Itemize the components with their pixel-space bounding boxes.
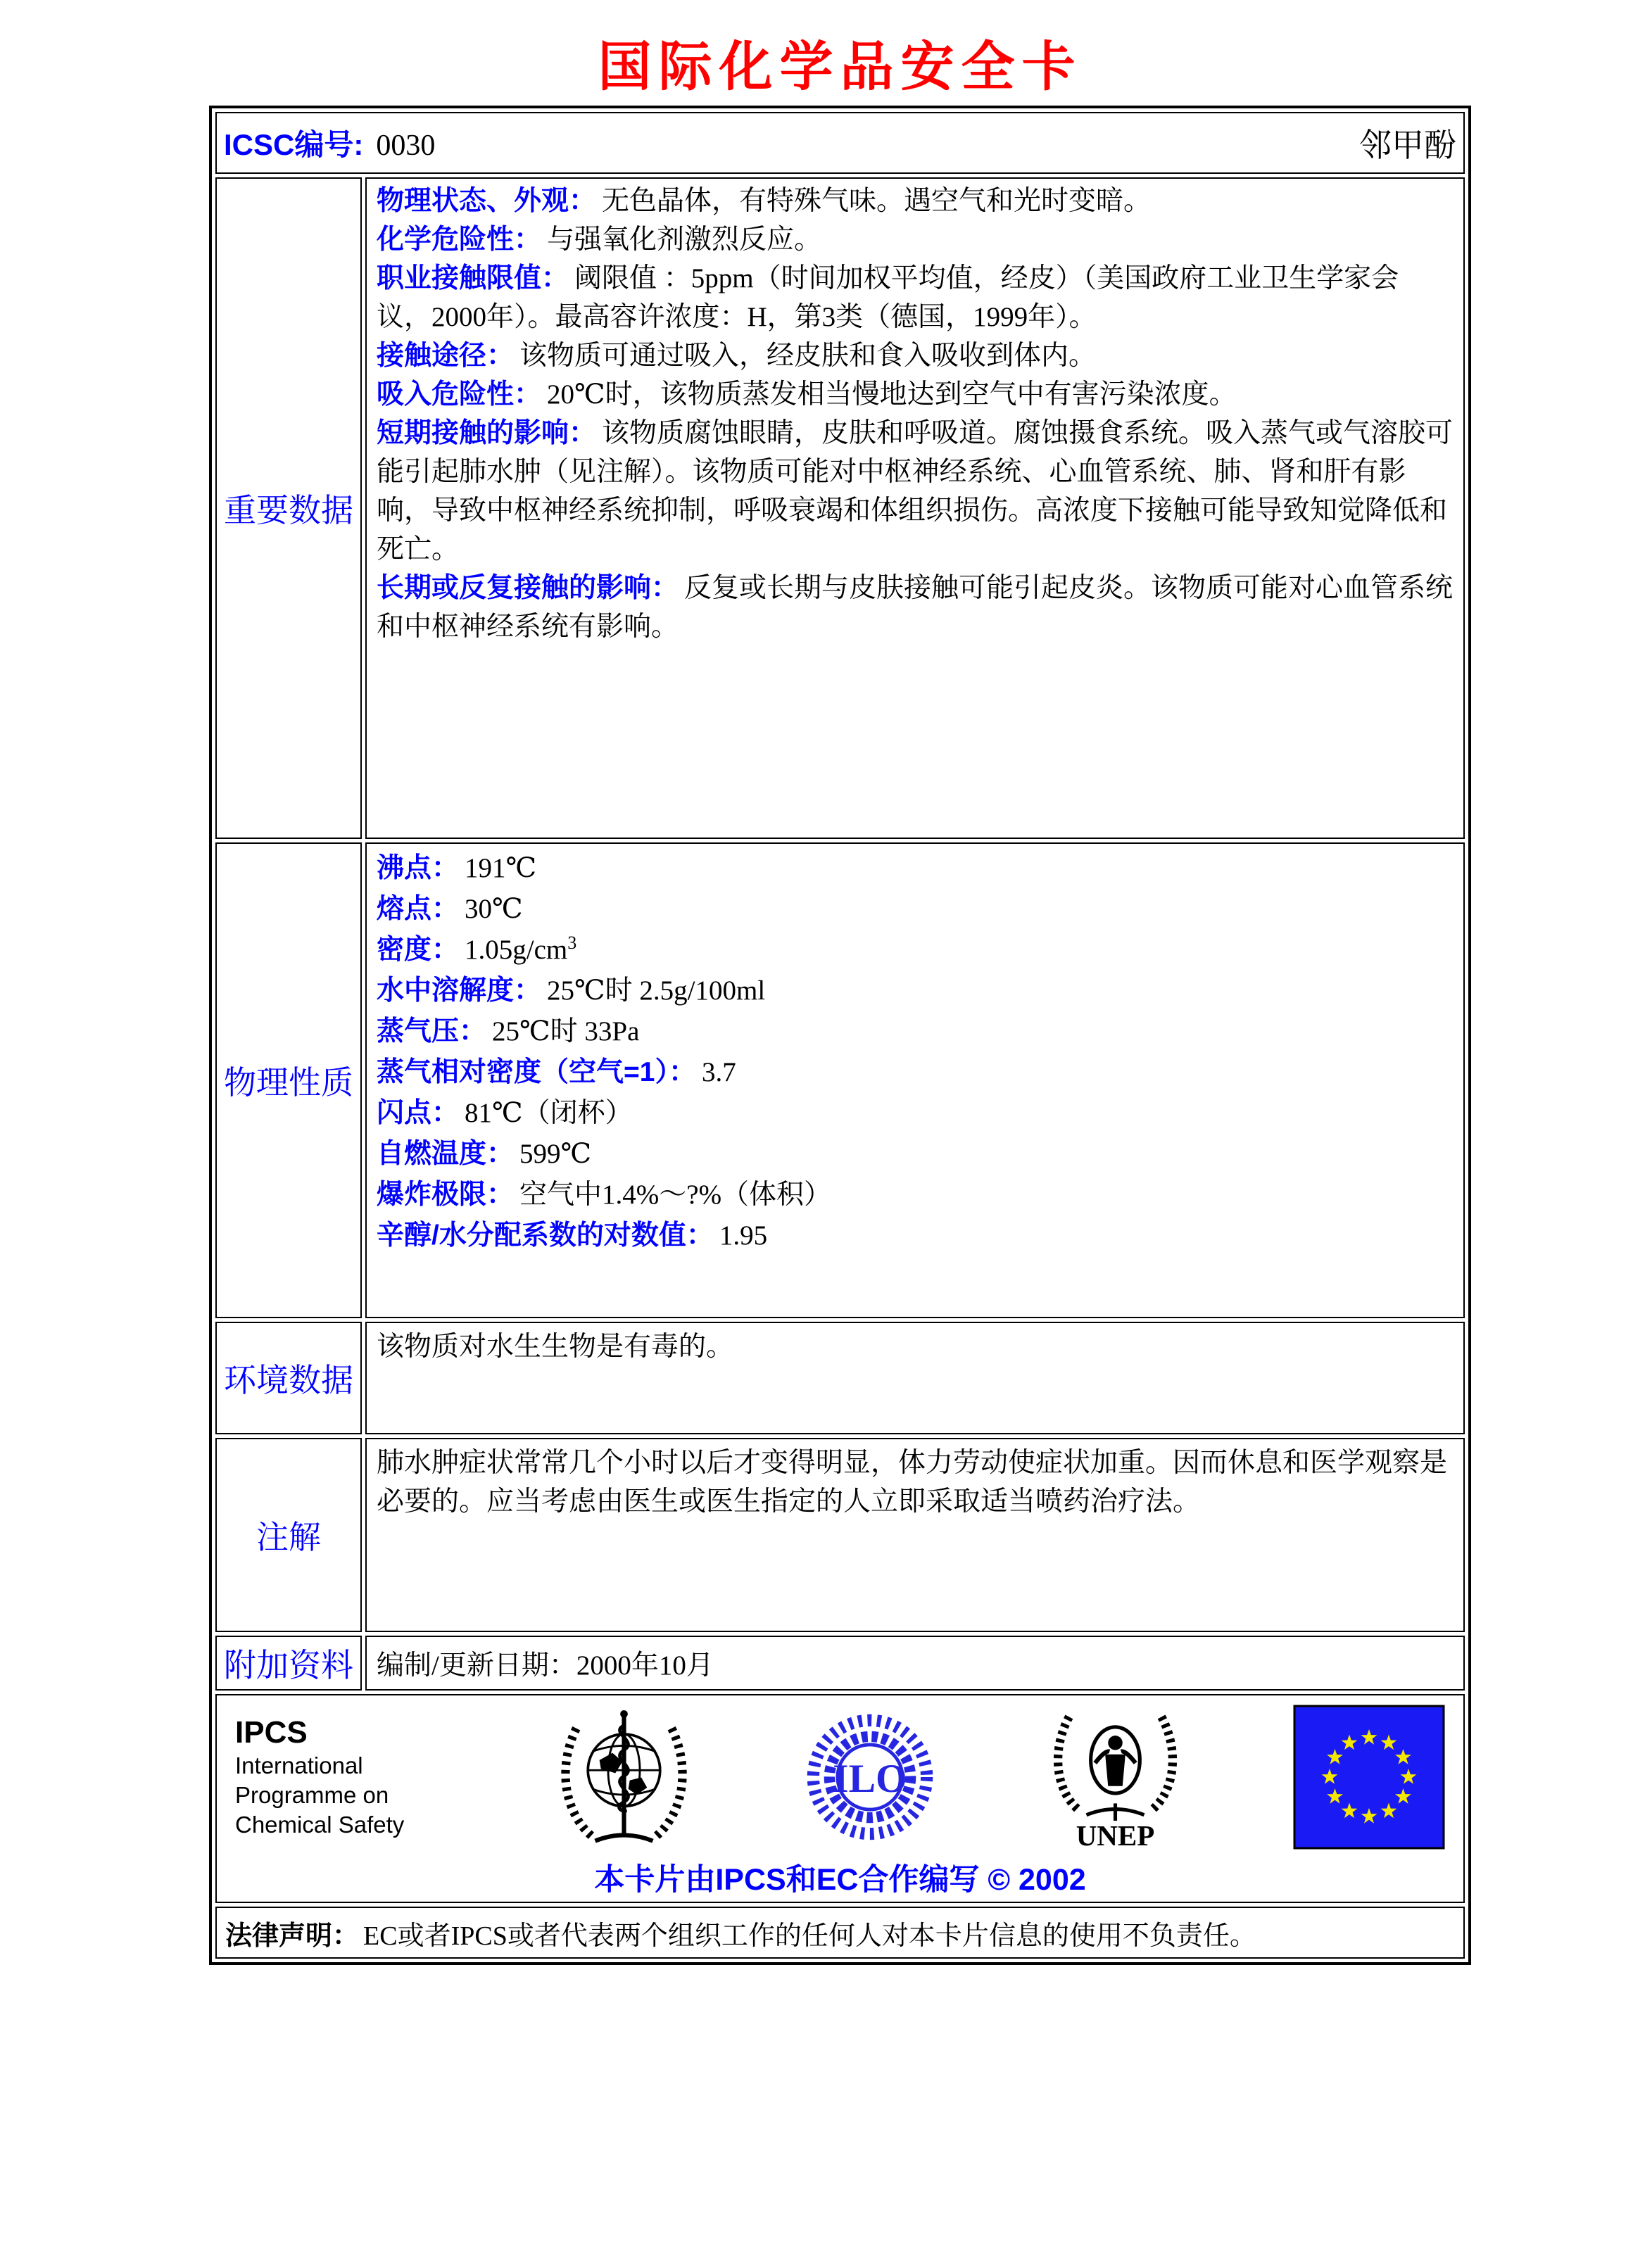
header-row [215,112,1465,174]
icsc-card-table [209,106,1471,1965]
important-item-label: 吸入危险性： [377,379,542,410]
important-item [377,414,1454,569]
organization-logos [235,1702,1445,1852]
physical-property-value: 599℃ [519,1139,592,1169]
physical-property-value: 25℃时 33Pa [492,1016,640,1047]
unep-logo-text: UNEP [1076,1819,1155,1850]
section-label-notes: 注解 [215,1438,362,1632]
important-item [377,259,1454,336]
important-item [377,220,1454,259]
important-item-text: 该物质可通过吸入，经皮肤和食入吸收到体内。 [519,341,1097,371]
icsc-number-field [224,122,435,164]
physical-property-value: 空气中1.4%～?%（体积） [519,1180,832,1210]
physical-property [377,1052,1454,1093]
physical-property-label: 熔点： [377,894,460,924]
page-title: 国际化学品安全卡 [598,38,1083,97]
physical-property [377,971,1454,1011]
ilo-logo-text: ILO [832,1757,907,1802]
icsc-number-value: 0030 [376,129,436,162]
important-item-label: 接触途径： [377,341,515,371]
physical-property-value: 25℃时 2.5g/100ml [547,975,766,1006]
ipcs-text-block [235,1714,446,1840]
physical-property [377,1175,1454,1215]
physical-property [377,848,1454,889]
physical-property-value: 191℃ [465,853,537,883]
ilo-logo-icon [802,1710,938,1845]
physical-property-value: 1.05g/cm [465,935,568,965]
cooperation-caption: 本卡片由IPCS和EC合作编写 © 2002 [594,1863,1086,1897]
physical-property-value: 1.95 [719,1220,768,1251]
ipcs-line: Programme on [235,1782,389,1808]
important-item [377,182,1454,220]
physical-property-label: 水中溶解度： [377,975,542,1006]
environmental-data-row [215,1322,1465,1434]
important-item-label: 职业接触限值： [377,263,569,293]
physical-property [377,889,1454,930]
physical-property-superscript: 3 [567,933,577,953]
legal-statement-label: 法律声明： [225,1921,360,1951]
physical-property-value: 81℃（闭杯） [465,1098,633,1128]
important-item-label: 长期或反复接触的影响： [377,573,679,603]
notes-content: 肺水肿症状常常几个小时以后才变得明显，体力劳动使症状加重。因而休息和医学观察是必要的。应当考虑由医生或医生指定的人立即采取适当喷药治疗法。 [365,1438,1465,1632]
important-item-text: 无色晶体，有特殊气味。遇空气和光时变暗。 [602,186,1152,216]
physical-property [377,1215,1454,1256]
physical-property-value: 30℃ [465,894,523,924]
who-logo-icon [552,1705,696,1850]
unep-logo-icon [1043,1705,1187,1850]
physical-property [377,930,1454,971]
additional-info-row [215,1636,1465,1691]
section-label-important: 重要数据 [215,177,362,839]
header-cell [215,112,1465,174]
physical-property [377,1093,1454,1134]
physical-property-label: 沸点： [377,853,460,883]
physical-property [377,1011,1454,1052]
notes-row [215,1438,1465,1632]
important-item-label: 短期接触的影响： [377,418,597,448]
important-item [377,569,1454,646]
section-label-physical: 物理性质 [215,842,362,1318]
important-data-content [365,177,1465,839]
physical-property-label: 辛醇/水分配系数的对数值： [377,1220,714,1251]
physical-property-label: 爆炸极限： [377,1180,515,1210]
physical-property-label: 闪点： [377,1098,460,1128]
ipcs-line: Chemical Safety [235,1812,405,1838]
physical-property-value: 3.7 [701,1057,736,1087]
physical-properties-content [365,842,1465,1318]
important-item [377,375,1454,414]
logos-row [215,1694,1465,1903]
physical-properties-row [215,842,1465,1318]
important-item [377,336,1454,375]
important-item-text: 与强氧化剂激烈反应。 [547,225,822,255]
additional-info-content: 编制/更新日期：2000年10月 [365,1636,1465,1691]
physical-property-label: 蒸气压： [377,1016,487,1047]
eu-flag-icon [1293,1705,1445,1850]
physical-property-label: 密度： [377,935,460,965]
physical-property [377,1134,1454,1175]
important-item-text: 反复或长期与皮肤接触可能引起皮炎。该物质可能对心血管系统和中枢神经系统有影响。 [377,573,1454,642]
section-label-additional: 附加资料 [215,1636,362,1691]
important-item-label: 化学危险性： [377,225,542,255]
ipcs-line: International [235,1752,363,1778]
important-data-row [215,177,1465,839]
environmental-data-content: 该物质对水生生物是有毒的。 [365,1322,1465,1434]
icsc-number-label: ICSC编号: [224,128,364,161]
important-item-label: 物理状态、外观： [377,186,597,216]
ipcs-acronym: IPCS [235,1715,308,1750]
legal-row [215,1907,1465,1959]
legal-statement [215,1907,1465,1959]
important-item-text: 该物质腐蚀眼睛，皮肤和呼吸道。腐蚀摄食系统。吸入蒸气或气溶胶可能引起肺水肿（见注解）。该物质可能对中枢神经系统、心血管系统、肺、肾和肝有影响，导致中枢神经系统抑制，呼吸衰竭和体组织损伤。高浓度下接触可能导致知觉降低和死亡。 [377,418,1454,564]
physical-property-label: 蒸气相对密度（空气=1）： [377,1057,696,1087]
important-item-text: 20℃时，该物质蒸发相当慢地达到空气中有害污染浓度。 [547,379,1237,410]
physical-property-label: 自燃温度： [377,1139,515,1169]
important-item-text: 阈限值 ：5ppm（时间加权平均值，经皮）（美国政府工业卫生学家会议，2000年）。最高容许浓度：H，第3类（德国，1999年）。 [377,263,1399,332]
chemical-name: 邻甲酚 [1359,127,1456,163]
section-label-environment: 环境数据 [215,1322,362,1434]
logos-cell [215,1694,1465,1903]
legal-statement-text: EC或者IPCS或者代表两个组织工作的任何人对本卡片信息的使用不负责任。 [363,1921,1256,1951]
